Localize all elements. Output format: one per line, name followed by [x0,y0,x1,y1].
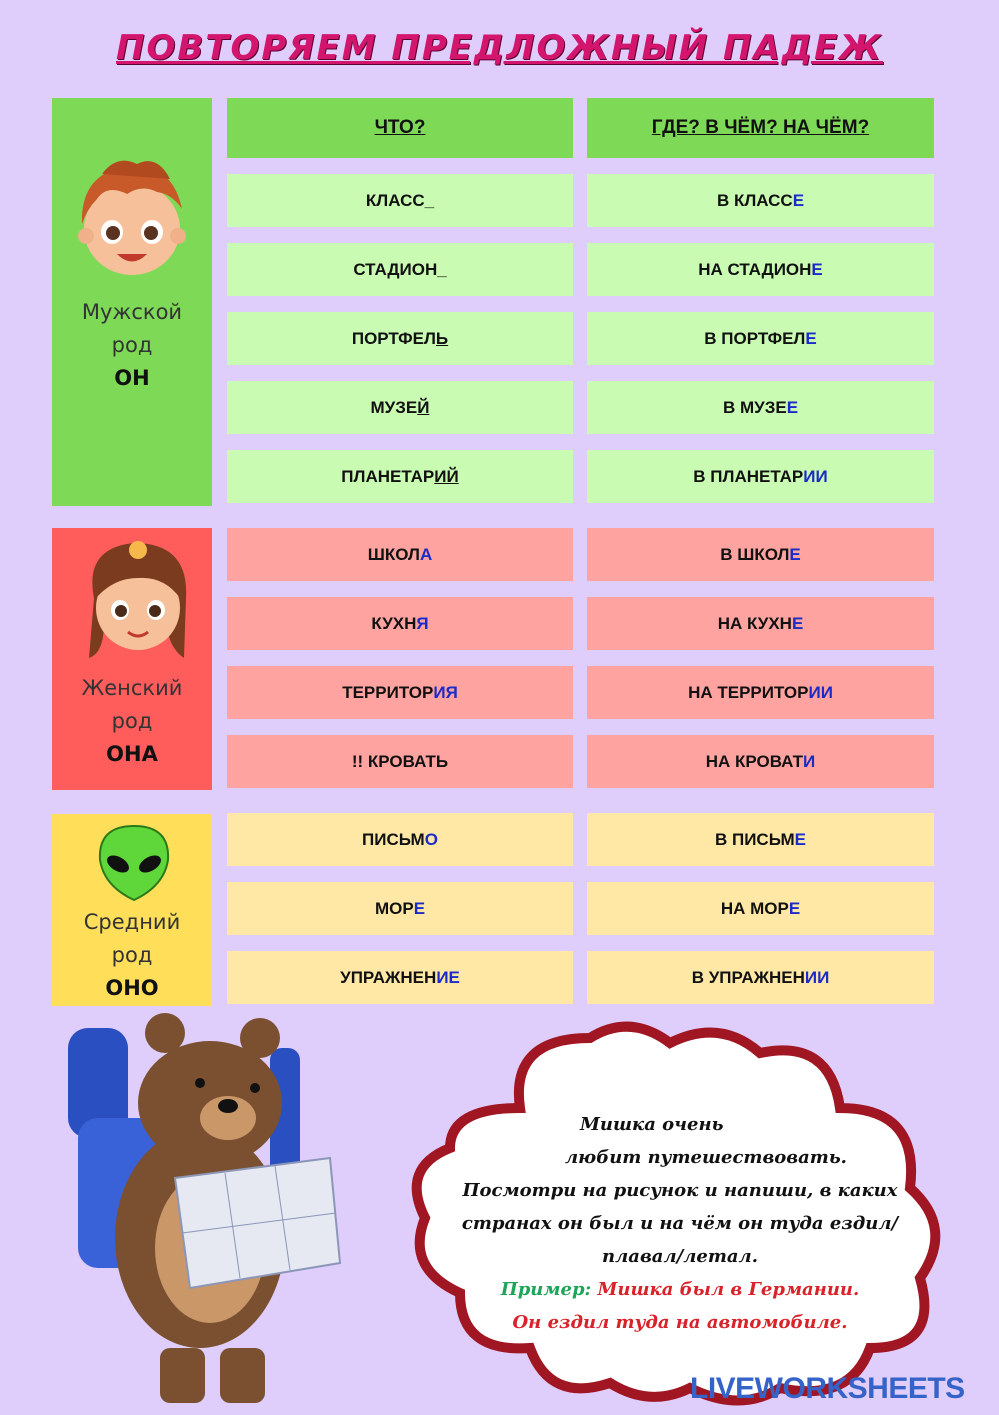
pronoun: ОН [114,366,150,390]
header-what: ЧТО? [227,98,573,158]
neuter-panel [52,814,212,1006]
prepositional-cell [587,312,934,365]
liveworksheets-logo: LIVEWORKSHEETS [690,1372,965,1405]
word-stem: КЛАСС [365,190,425,210]
task-text [420,1108,940,1339]
word-ending: Е [811,259,823,279]
gender-word: Женский [81,676,183,700]
neuter-label [52,906,212,1005]
nominative-cell [227,666,573,719]
word-stem: НА КРОВАТ [705,751,804,771]
word-stem: В ПИСЬМ [714,829,795,849]
prepositional-cell [587,882,934,935]
task-line: странах он был и на чём он туда ездил/ [461,1213,899,1234]
word-ending: Й [417,397,430,417]
word-ending: И [803,751,816,771]
word-ending: Е [788,898,801,918]
word-ending: Е [413,898,426,918]
word-ending: Е [805,328,817,348]
masculine-panel [52,98,212,506]
girl-face-icon [74,528,204,668]
word-stem: НА МОР [720,898,789,918]
nominative-cell [227,813,573,866]
word-stem: В КЛАСС [716,190,793,210]
rod-word: род [111,333,153,357]
word-ending: Е [792,190,805,210]
nominative-cell [227,450,573,503]
word-stem: СТАДИОН [353,259,438,279]
prepositional-cell [587,597,934,650]
word-stem: НА СТАДИОН [698,259,812,279]
nominative-cell [227,381,573,434]
prepositional-cell [587,450,934,503]
nominative-cell [227,312,573,365]
nominative-cell [227,882,573,935]
word-ending: Е [789,544,801,564]
word-stem: ТЕРРИТОР [342,682,434,702]
rod-word: род [111,709,153,733]
pronoun: ОНО [105,976,159,1000]
word-ending: ИЕ [436,967,460,987]
word-ending: Е [791,613,804,633]
word-stem: В МУЗЕ [722,397,787,417]
masculine-label [52,296,212,395]
prepositional-cell [587,528,934,581]
nominative-cell [227,735,573,788]
word-ending: ИЙ [434,466,459,486]
word-stem: !! КРОВАТЬ [351,751,449,771]
word-stem: КУХН [371,613,417,633]
example-text: Мишка был в Германии. [597,1279,860,1300]
word-ending: А [419,544,433,564]
nominative-cell [227,597,573,650]
gender-word: Средний [83,910,181,934]
example-line-2: Он ездил туда на автомобиле. [512,1312,848,1333]
word-stem: В ПЛАНЕТАР [693,466,804,486]
word-ending: Я [416,613,429,633]
word-stem: МУЗЕ [370,397,418,417]
word-stem: НА ТЕРРИТОР [688,682,809,702]
example-line [420,1273,940,1306]
gender-word: Мужской [81,300,183,324]
word-stem: ПОРТФЕЛ [351,328,436,348]
task-line: плавал/летал. [602,1246,758,1267]
prepositional-cell [587,735,934,788]
word-ending: ИЯ [433,682,458,702]
word-ending: Ь [435,328,449,348]
bear-traveler-illustration [60,1008,350,1408]
prepositional-cell [587,381,934,434]
pronoun: ОНА [106,742,158,766]
task-line: Посмотри на рисунок и напиши, в каких [462,1180,898,1201]
example-label: Пример: [500,1279,592,1300]
word-stem: В УПРАЖНЕН [691,967,805,987]
word-stem: ШКОЛ [367,544,420,564]
word-ending: Е [786,397,799,417]
task-line: Мишка очень [580,1114,724,1135]
rod-word: род [111,943,153,967]
word-ending: Е [794,829,806,849]
word-ending: О [424,829,438,849]
prepositional-cell [587,243,934,296]
feminine-panel [52,528,212,790]
prepositional-cell [587,951,934,1004]
nominative-cell [227,528,573,581]
word-ending: ИИ [808,682,833,702]
task-line: любит путешествовать. [565,1147,847,1168]
feminine-label [52,672,212,771]
word-stem: В ПОРТФЕЛ [704,328,806,348]
nominative-cell [227,174,573,227]
word-stem: ПИСЬМ [362,829,425,849]
nominative-cell [227,951,573,1004]
word-ending: _ [424,190,435,210]
word-ending: ИИ [804,967,830,987]
word-ending: ИИ [803,466,828,486]
alien-face-icon [94,822,174,902]
word-stem: МОР [374,898,414,918]
word-stem: ПЛАНЕТАР [341,466,435,486]
word-stem: УПРАЖНЕН [340,967,437,987]
page-title: ПОВТОРЯЕМ ПРЕДЛОЖНЫЙ ПАДЕЖ [116,28,883,68]
prepositional-cell [587,174,934,227]
prepositional-cell [587,813,934,866]
boy-face-icon [72,154,192,284]
word-stem: В ШКОЛ [720,544,790,564]
nominative-cell [227,243,573,296]
header-where: ГДЕ? В ЧЁМ? НА ЧЁМ? [587,98,934,158]
prepositional-cell [587,666,934,719]
word-ending: _ [437,259,447,279]
word-stem: НА КУХН [717,613,792,633]
